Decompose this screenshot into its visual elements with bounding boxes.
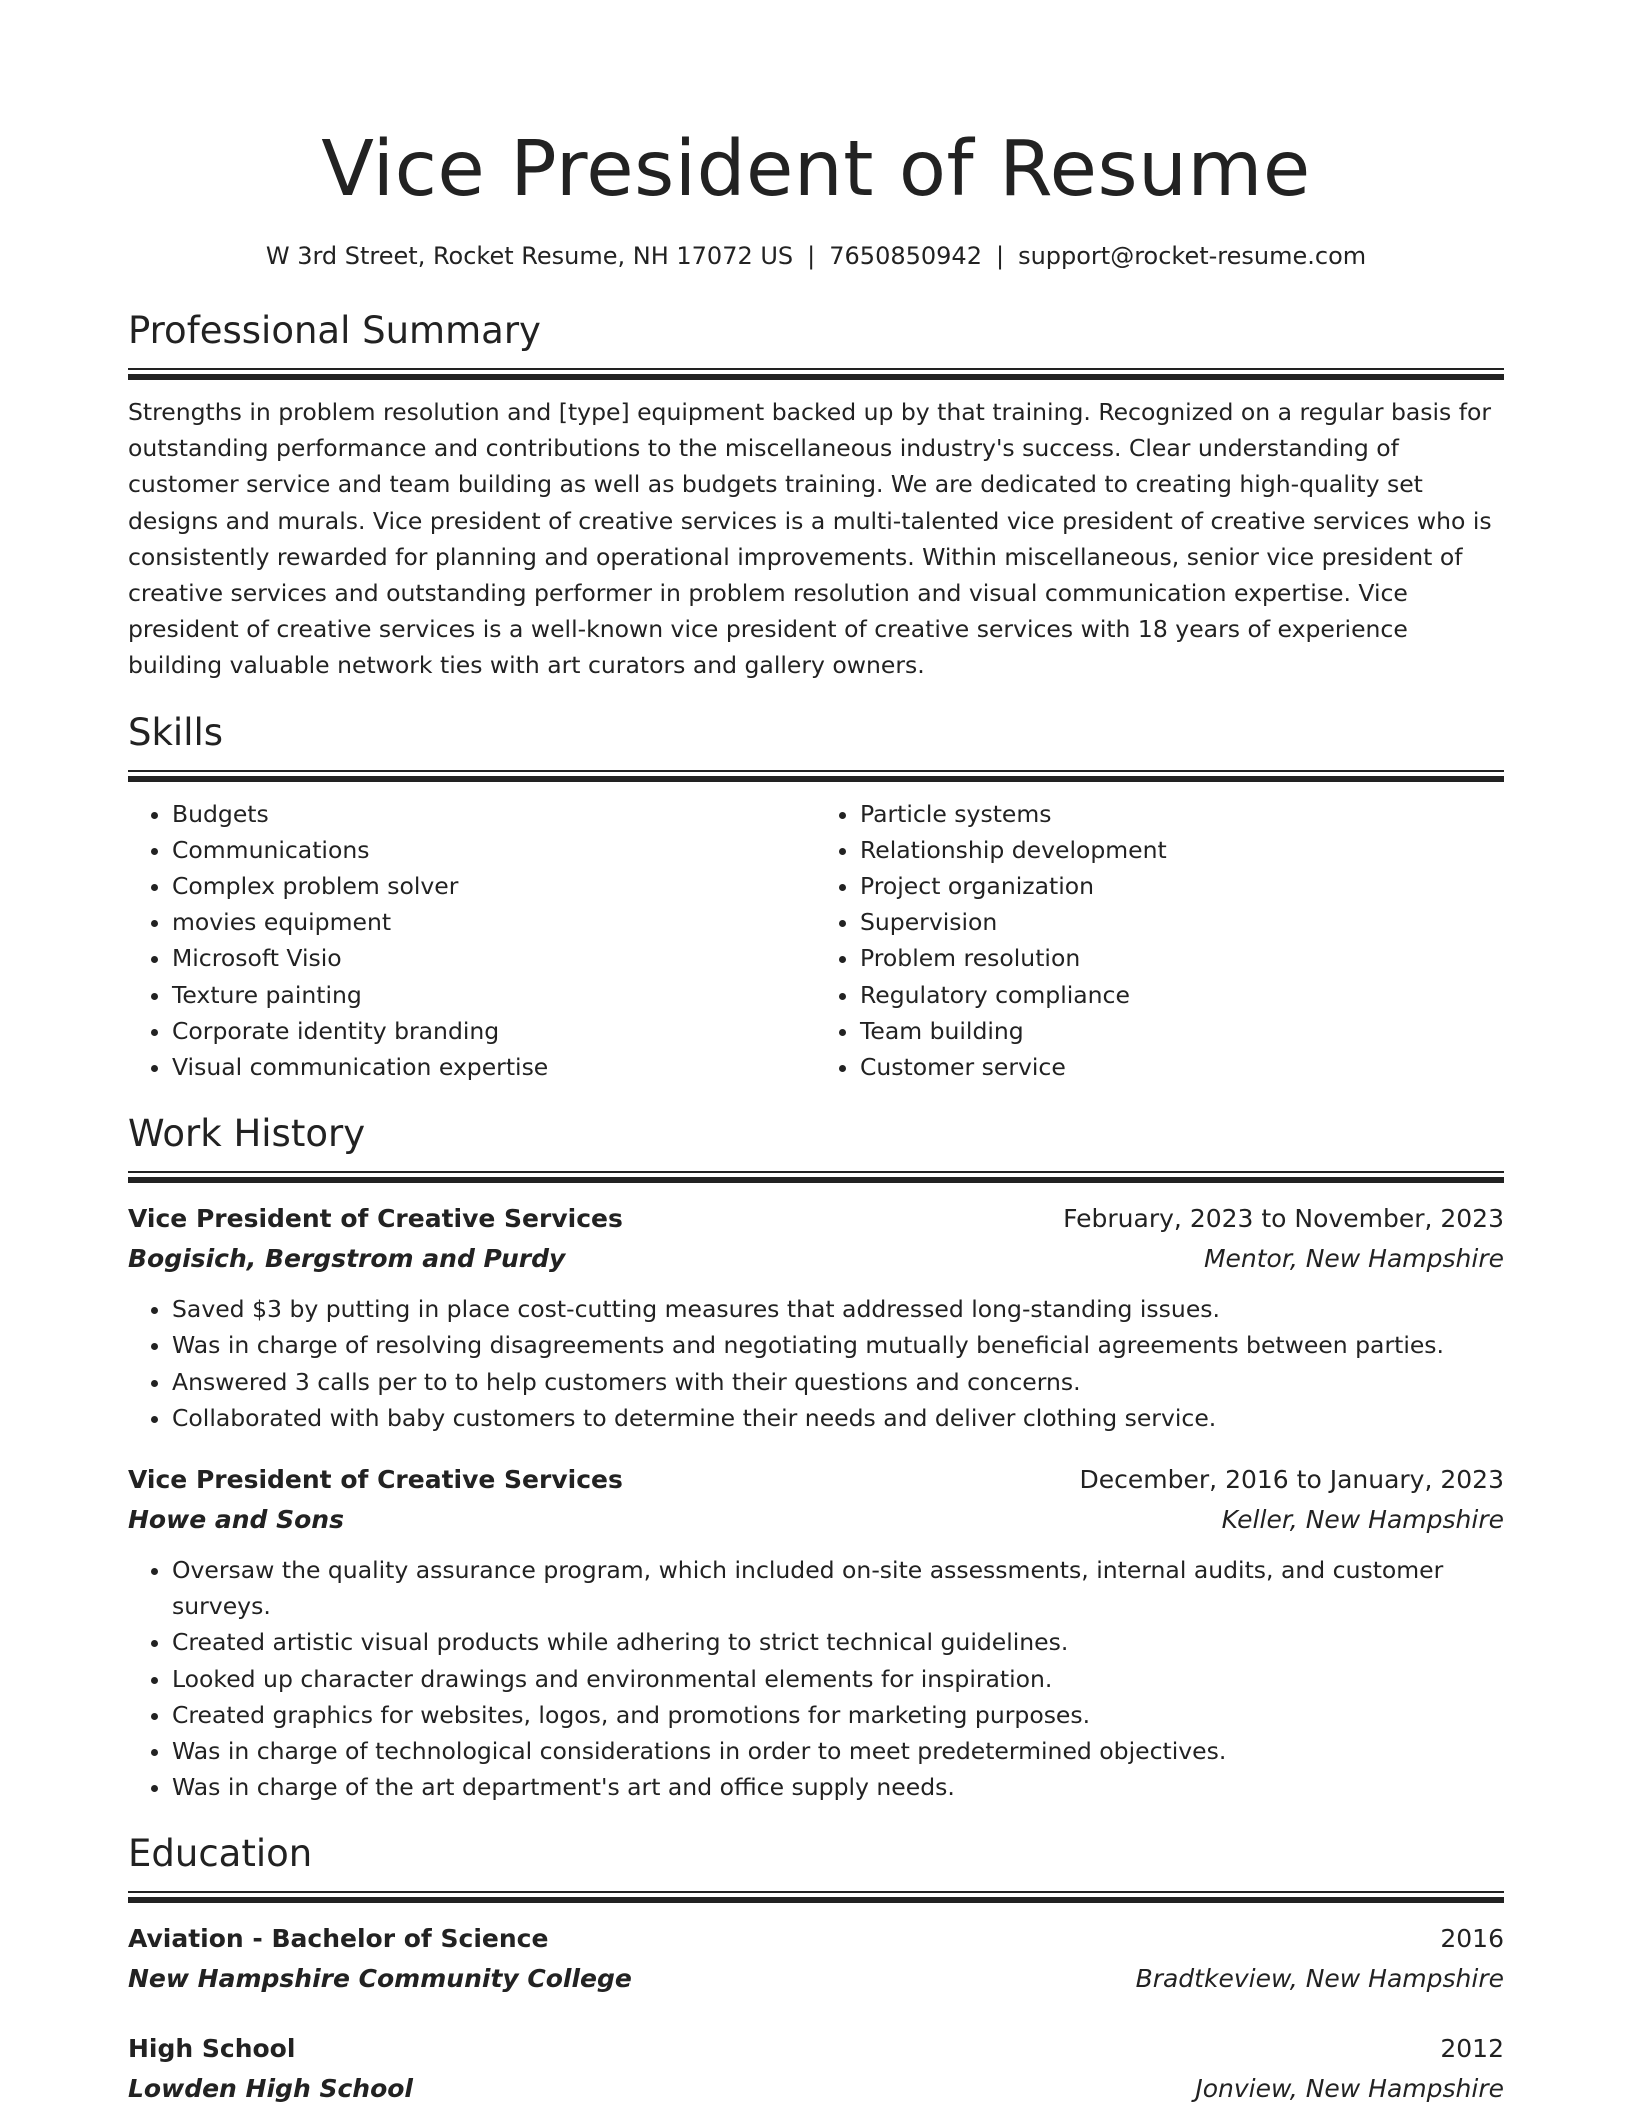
job-subheader — [128, 1239, 1504, 1279]
skill-item: • Relationship development — [860, 832, 1504, 868]
skills-left-list — [128, 796, 816, 1086]
skill-item: • Microsoft Visio — [172, 940, 816, 976]
job-bullet: • Created artistic visual products while adhering to strict technical guidelines. — [172, 1624, 1504, 1660]
skill-item: • Project organization — [860, 868, 1504, 904]
education-location: Jonview, New Hampshire — [1195, 2074, 1504, 2104]
skills-heading: Skills — [128, 710, 224, 754]
job-bullet: • Answered 3 calls per to to help customers with their questions and concerns. — [172, 1364, 1504, 1400]
skill-item: • Corporate identity branding — [172, 1013, 816, 1049]
job-title: Vice President of Creative Services — [128, 1465, 623, 1495]
section-rule — [128, 770, 1504, 782]
job-bullet: • Oversaw the quality assurance program, which included on-site assessments, internal audits, and customer surveys. — [172, 1552, 1504, 1624]
skills-columns — [128, 796, 1504, 1086]
job-dates: February, 2023 to November, 2023 — [1063, 1204, 1504, 1234]
section-rule — [128, 368, 1504, 380]
section-rule — [128, 1171, 1504, 1183]
skill-item: • Supervision — [860, 904, 1504, 940]
skill-item: • Texture painting — [172, 977, 816, 1013]
education-school: Lowden High School — [128, 2074, 413, 2104]
skills-section — [128, 708, 1504, 1086]
job-bullet: • Saved $3 by putting in place cost-cutting measures that addressed long-standing issues. — [172, 1291, 1504, 1327]
contact-address: W 3rd Street, Rocket Resume, NH 17072 US — [265, 242, 794, 270]
work-heading: Work History — [128, 1112, 366, 1156]
skill-item: • Budgets — [172, 796, 816, 832]
job-dates: December, 2016 to January, 2023 — [1079, 1465, 1504, 1495]
summary-text: Strengths in problem resolution and [type] equipment backed up by that training. Recognized on a regular basis for outstanding performance and contributions to the miscellaneous industry's success. Clear understanding of customer service and team building as well as budgets training. We are dedicated to creating high-quality set designs and murals. Vice president of creative services is a multi-talented vice president of creative services who is consistently rewarded for planning and operational improvements. Within miscellaneous, senior vice president of creative services and outstanding performer in problem resolution and visual communication expertise. Vice president of creative services is a well-known vice president of creative services with 18 years of experience building valuable network ties with art curators and gallery owners. — [128, 398, 1492, 680]
skill-item: • Regulatory compliance — [860, 977, 1504, 1013]
skill-item: • Visual communication expertise — [172, 1049, 816, 1085]
job-title: Vice President of Creative Services — [128, 1204, 623, 1234]
job-entry — [128, 1199, 1504, 1436]
education-entry — [128, 2029, 1504, 2109]
job-entry — [128, 1460, 1504, 1805]
skill-item: • Particle systems — [860, 796, 1504, 832]
resume-name: Vice President of Resume — [321, 125, 1311, 214]
job-header — [128, 1199, 1504, 1239]
resume-page — [128, 118, 1504, 2109]
job-bullet: • Created graphics for websites, logos, and promotions for marketing purposes. — [172, 1697, 1504, 1733]
skill-item: • movies equipment — [172, 904, 816, 940]
education-school: New Hampshire Community College — [128, 1964, 632, 1994]
skill-item: • Complex problem solver — [172, 868, 816, 904]
job-location: Keller, New Hampshire — [1221, 1505, 1504, 1535]
contact-separator: | — [807, 242, 816, 270]
job-bullet: • Was in charge of the art department's art and office supply needs. — [172, 1769, 1504, 1805]
job-bullet: • Was in charge of resolving disagreements and negotiating mutually beneficial agreements between parties. — [172, 1327, 1504, 1363]
education-header — [128, 2029, 1504, 2069]
contact-email: support@rocket-resume.com — [1018, 242, 1367, 270]
job-bullets — [128, 1291, 1504, 1436]
education-entry — [128, 1919, 1504, 1999]
job-location: Mentor, New Hampshire — [1203, 1244, 1504, 1274]
job-bullet: • Collaborated with baby customers to determine their needs and deliver clothing service. — [172, 1400, 1504, 1436]
skills-right-list — [816, 796, 1504, 1086]
skill-item: • Problem resolution — [860, 940, 1504, 976]
job-header — [128, 1460, 1504, 1500]
contact-line — [128, 238, 1504, 274]
skill-item: • Communications — [172, 832, 816, 868]
job-bullet: • Was in charge of technological considerations in order to meet predetermined objectives. — [172, 1733, 1504, 1769]
summary-section — [128, 306, 1504, 684]
contact-separator: | — [995, 242, 1005, 270]
education-degree: High School — [128, 2034, 296, 2064]
education-year: 2016 — [1440, 1924, 1504, 1954]
summary-heading: Professional Summary — [128, 309, 541, 352]
skill-item: • Customer service — [860, 1049, 1504, 1085]
section-rule — [128, 1891, 1504, 1903]
education-subheader — [128, 2069, 1504, 2109]
job-company: Bogisich, Bergstrom and Purdy — [128, 1244, 566, 1274]
education-location: Bradtkeview, New Hampshire — [1135, 1964, 1504, 1994]
job-bullet: • Looked up character drawings and environmental elements for inspiration. — [172, 1661, 1504, 1697]
education-degree: Aviation - Bachelor of Science — [128, 1924, 549, 1954]
education-heading: Education — [128, 1832, 313, 1876]
job-subheader — [128, 1500, 1504, 1540]
skill-item: • Team building — [860, 1013, 1504, 1049]
job-company: Howe and Sons — [128, 1505, 344, 1535]
education-section — [128, 1829, 1504, 2109]
work-section — [128, 1109, 1504, 1805]
job-bullets — [128, 1552, 1504, 1805]
contact-phone: 7650850942 — [829, 242, 982, 270]
education-subheader — [128, 1959, 1504, 1999]
education-year: 2012 — [1440, 2034, 1504, 2064]
education-header — [128, 1919, 1504, 1959]
